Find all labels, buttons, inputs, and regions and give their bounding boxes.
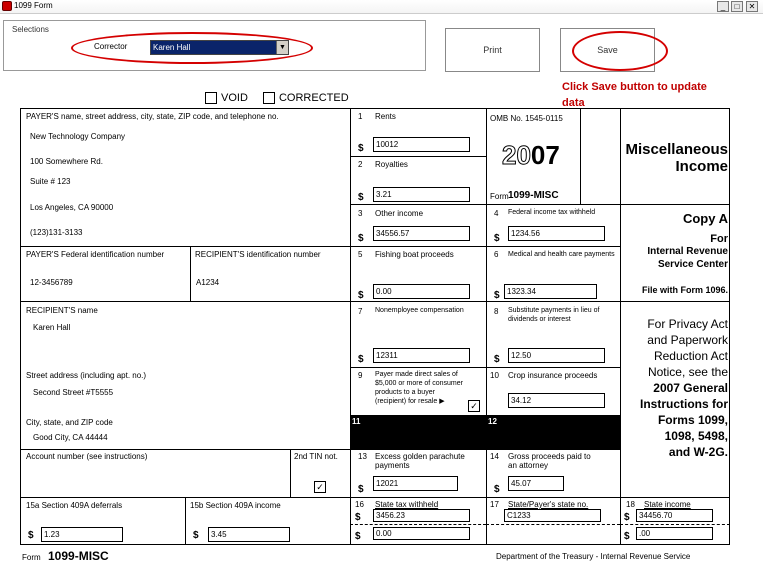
title-income: Income xyxy=(675,158,728,175)
box5-num: 5 xyxy=(358,250,363,259)
box18-dollar-2: $ xyxy=(624,531,630,542)
box7-dollar: $ xyxy=(358,354,364,365)
omb-number: OMB No. 1545-0115 xyxy=(490,114,563,123)
privacy-line: and Paperwork xyxy=(647,333,728,347)
city-label: City, state, and ZIP code xyxy=(26,418,113,427)
box8-label-1: Substitute payments in lieu of xyxy=(508,307,600,314)
footer-form-small: Form xyxy=(22,553,41,562)
state-tax-withheld-input-2[interactable]: 0.00 xyxy=(373,527,470,540)
box16-num: 16 xyxy=(355,500,364,509)
box11-num: 11 xyxy=(352,417,361,426)
selections-label: Selections xyxy=(12,25,49,34)
payer-street: 100 Somewhere Rd. xyxy=(30,157,103,166)
state-tax-withheld-input-1[interactable]: 3456.23 xyxy=(373,509,470,522)
box3-num: 3 xyxy=(358,209,363,218)
privacy-line: For Privacy Act xyxy=(647,317,728,331)
maximize-button[interactable]: □ xyxy=(731,1,743,12)
tax-year-bold: 07 xyxy=(530,140,560,170)
street-value: Second Street #T5555 xyxy=(33,388,114,397)
box2-label: Royalties xyxy=(375,160,408,169)
crop-insurance-input[interactable]: 34.12 xyxy=(508,393,605,408)
corrected-checkbox[interactable] xyxy=(263,92,275,104)
box4-dollar: $ xyxy=(494,233,500,244)
box9-label-line: (recipient) for resale ▶ xyxy=(375,398,445,405)
box16-dollar-2: $ xyxy=(355,531,361,542)
payer-fed-id: 12-3456789 xyxy=(30,278,73,287)
fishing-boat-input[interactable]: 0.00 xyxy=(373,284,470,299)
rents-input[interactable]: 10012 xyxy=(373,137,470,152)
box15b-dollar: $ xyxy=(193,530,199,541)
box14-label-2: an attorney xyxy=(508,461,549,470)
other-income-input[interactable]: 34556.57 xyxy=(373,226,470,241)
corrected-label: CORRECTED xyxy=(278,92,349,104)
box7-num: 7 xyxy=(358,307,363,316)
box14-num: 14 xyxy=(490,452,499,461)
file-with: File with Form 1096. xyxy=(641,285,728,295)
box4-label: Federal income tax withheld xyxy=(508,209,596,216)
box8-label-2: dividends or interest xyxy=(508,316,571,323)
void-checkbox[interactable] xyxy=(205,92,217,104)
copy-a: Copy A xyxy=(682,211,728,226)
void-corrected-row xyxy=(205,92,361,104)
box9-label-line: $5,000 or more of consumer xyxy=(375,380,463,387)
box9-label xyxy=(375,370,463,406)
privacy-notice xyxy=(624,316,728,460)
box14-label-1: Gross proceeds paid to xyxy=(508,452,591,461)
chevron-down-icon[interactable]: ▼ xyxy=(276,41,288,54)
recipient-id-label: RECIPIENT'S identification number xyxy=(195,250,321,259)
royalties-input[interactable]: 3.21 xyxy=(373,187,470,202)
state-income-input-1[interactable]: 34456.70 xyxy=(636,509,713,522)
box16-label: State tax withheld xyxy=(375,500,439,509)
box9-label-line: products to a buyer xyxy=(375,389,435,396)
irs-center: Internal Revenue xyxy=(647,246,728,257)
box9-label-line: Payer made direct sales of xyxy=(375,371,458,378)
box12-num: 12 xyxy=(488,417,497,426)
box15a-label: 15a Section 409A deferrals xyxy=(26,501,123,510)
privacy-line: Notice, see the xyxy=(647,365,728,379)
payer-phone: (123)131-3133 xyxy=(30,228,83,237)
form-label-small: Form xyxy=(490,192,509,201)
account-label: Account number (see instructions) xyxy=(26,452,148,461)
corrector-label: Corrector xyxy=(94,42,128,51)
save-hint-text: Click Save button to update data xyxy=(562,81,707,109)
box11-shaded xyxy=(350,415,486,449)
print-button[interactable]: Print xyxy=(445,28,540,72)
box1-label: Rents xyxy=(375,112,396,121)
section-409a-deferrals-input[interactable]: 1.23 xyxy=(41,527,123,542)
section-409a-income-input[interactable]: 3.45 xyxy=(208,527,290,542)
box2-dollar: $ xyxy=(358,192,364,203)
box5-dollar: $ xyxy=(358,290,364,301)
recipient-id: A1234 xyxy=(196,278,220,287)
copy-for: For xyxy=(710,233,728,245)
box10-num: 10 xyxy=(490,371,499,380)
state-payer-no-input[interactable]: C1233 xyxy=(504,509,601,522)
box8-num: 8 xyxy=(494,307,499,316)
box18-label: State income xyxy=(644,500,691,509)
app-icon xyxy=(2,1,12,11)
form-label-big: 1099-MISC xyxy=(508,190,559,201)
federal-tax-withheld-input[interactable]: 1234.56 xyxy=(508,226,605,241)
box3-label: Other income xyxy=(375,209,424,218)
state-income-input-2[interactable]: .00 xyxy=(636,527,713,540)
box13-dollar: $ xyxy=(358,484,364,495)
window-titlebar xyxy=(0,0,763,14)
box6-num: 6 xyxy=(494,250,499,259)
box4-num: 4 xyxy=(494,209,499,218)
save-button[interactable]: Save xyxy=(560,28,655,72)
box9-num: 9 xyxy=(358,371,363,380)
close-button[interactable]: ✕ xyxy=(746,1,758,12)
box18-num: 18 xyxy=(626,500,635,509)
privacy-line: and W-2G. xyxy=(668,445,728,459)
box6-dollar: $ xyxy=(494,290,500,301)
box17-label: State/Payer's state no. xyxy=(508,500,589,509)
minimize-button[interactable]: _ xyxy=(717,1,729,12)
box3-dollar: $ xyxy=(358,233,364,244)
direct-sales-checkbox[interactable]: ✓ xyxy=(468,400,480,412)
box13-num: 13 xyxy=(358,452,367,461)
box13-label-2: payments xyxy=(375,461,410,470)
box12-shaded xyxy=(486,415,620,449)
medical-payments-input[interactable]: 1323.34 xyxy=(504,284,597,299)
void-label: VOID xyxy=(221,92,248,104)
payer-fed-id-label: PAYER'S Federal identification number xyxy=(26,250,165,259)
payer-city: Los Angeles, CA 90000 xyxy=(30,203,114,212)
golden-parachute-input[interactable]: 12021 xyxy=(373,476,458,491)
payer-header: PAYER'S name, street address, city, state, ZIP code, and telephone no. xyxy=(26,112,279,121)
privacy-line: Reduction Act xyxy=(653,349,728,363)
box6-label: Medical and health care payments xyxy=(508,251,615,258)
tax-year xyxy=(502,140,560,171)
service-center: Service Center xyxy=(657,259,728,270)
tin-label: 2nd TIN not. xyxy=(294,452,338,461)
title-miscellaneous: Miscellaneous xyxy=(625,141,728,158)
payer-name: New Technology Company xyxy=(30,132,126,141)
box5-label: Fishing boat proceeds xyxy=(375,250,454,259)
box13-label-1: Excess golden parachute xyxy=(375,452,465,461)
privacy-line: 2007 General xyxy=(653,381,728,395)
attorney-proceeds-input[interactable]: 45.07 xyxy=(508,476,564,491)
window-title: 1099 Form xyxy=(14,1,53,10)
corrector-value: Karen Hall xyxy=(153,43,191,52)
privacy-line: 1098, 5498, xyxy=(664,429,728,443)
box7-label: Nonemployee compensation xyxy=(375,307,464,314)
box2-num: 2 xyxy=(358,160,363,169)
box16-dollar-1: $ xyxy=(355,512,361,523)
box18-dollar-1: $ xyxy=(624,512,630,523)
box15b-label: 15b Section 409A income xyxy=(190,501,281,510)
box1-num: 1 xyxy=(358,112,363,121)
recipient-name: Karen Hall xyxy=(33,323,71,332)
save-highlight-oval xyxy=(572,31,668,71)
payer-suite: Suite # 123 xyxy=(30,177,71,186)
box17-num: 17 xyxy=(490,500,499,509)
box10-label: Crop insurance proceeds xyxy=(508,371,598,380)
substitute-payments-input[interactable]: 12.50 xyxy=(508,348,605,363)
tin-checkbox[interactable]: ✓ xyxy=(314,481,326,493)
street-label: Street address (including apt. no.) xyxy=(26,371,147,380)
box14-dollar: $ xyxy=(494,484,500,495)
footer-department: Department of the Treasury - Internal Revenue Service xyxy=(496,552,691,561)
box1-dollar: $ xyxy=(358,143,364,154)
box15a-dollar: $ xyxy=(28,530,34,541)
footer-form-big: 1099-MISC xyxy=(48,549,109,563)
privacy-line: Instructions for xyxy=(639,397,728,411)
tax-year-faint: 20 xyxy=(502,140,531,170)
nonemployee-comp-input[interactable]: 12311 xyxy=(373,348,470,363)
city-value: Good City, CA 44444 xyxy=(33,433,108,442)
recipient-name-label: RECIPIENT'S name xyxy=(26,306,98,315)
privacy-line: Forms 1099, xyxy=(657,413,728,427)
corrector-dropdown[interactable] xyxy=(150,40,289,55)
box8-dollar: $ xyxy=(494,354,500,365)
